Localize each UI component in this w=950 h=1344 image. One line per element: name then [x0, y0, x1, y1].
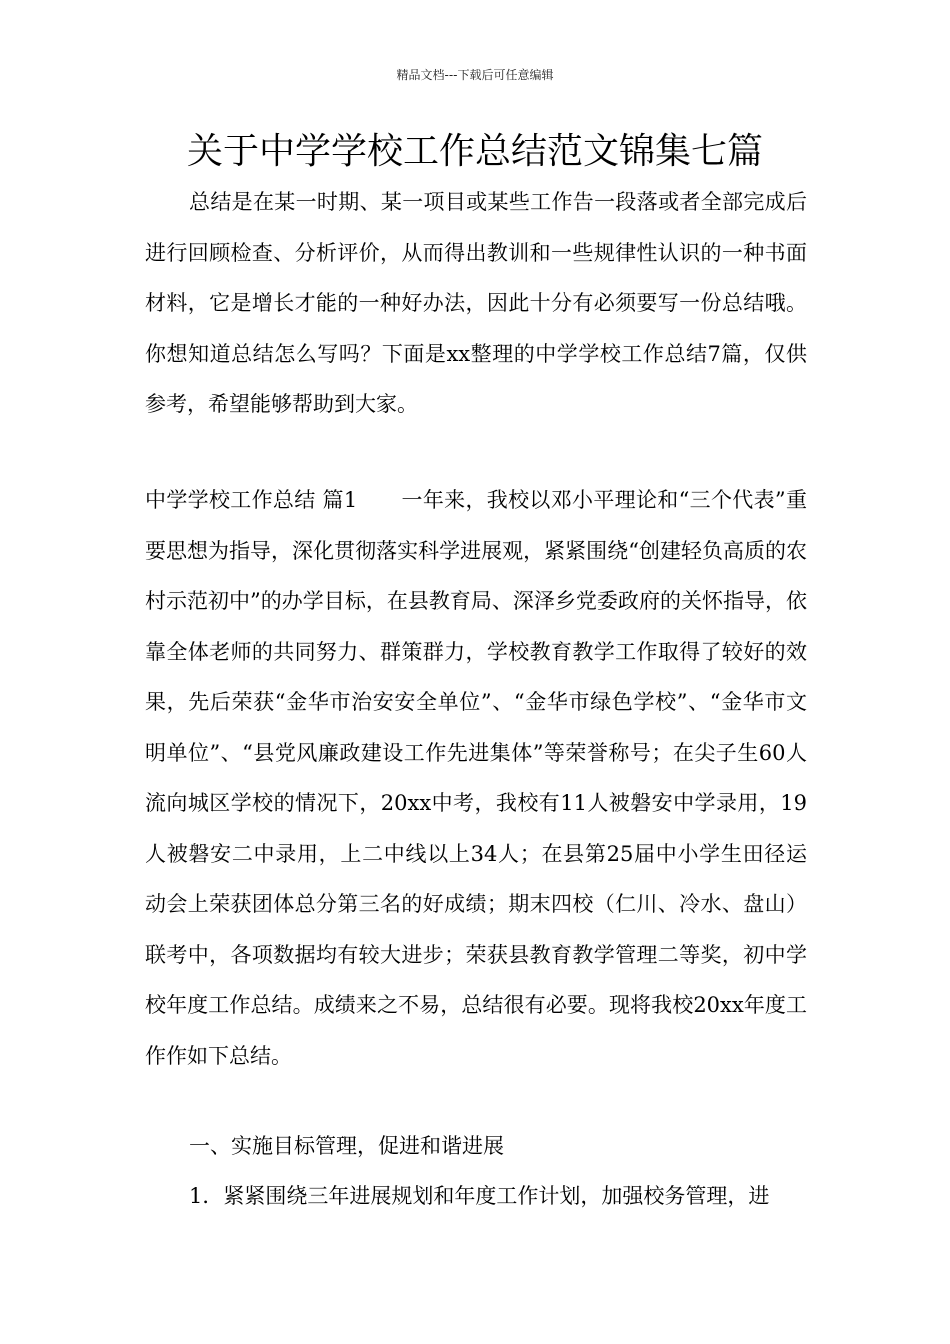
section-1-label: 中学学校工作总结 篇1 — [145, 488, 358, 512]
list-item-1: 1．紧紧围绕三年进展规划和年度工作计划，加强校务管理，进 — [189, 1184, 770, 1208]
header-note: 精品文档---下载后可任意编辑 — [396, 68, 554, 82]
section-heading-1: 一、实施目标管理，促进和谐进展 — [189, 1134, 504, 1158]
intro-paragraph: 总结是在某一时期、某一项目或某些工作告一段落或者全部完成后进行回顾检查、分析评价，从而得出教训和一些规律性认识的一种书面材料，它是增长才能的一种好办法，因此十分有必须要写一份总结哦。你想知道总结怎么写吗？下面是xx整理的中学学校工作总结7篇，仅供参考，希望能够帮助到大家。 — [145, 190, 807, 416]
section-1-body: 一年来，我校以邓小平理论和“三个代表”重要思想为指导，深化贯彻落实科学进展观，紧紧围绕“创建轻负高质的农村示范初中”的办学目标，在县教育局、深泽乡党委政府的关怀指导，依靠全体老师的共同努力、群策群力，学校教育教学工作取得了较好的效果，先后荣获“金华市治安安全单位”、“金华市绿色学校”、“金华市文明单位”、“县党风廉政建设工作先进集体”等荣誉称号；在尖子生60人流向城区学校的情况下，20xx中考，我校有11人被磐安中学录用，19人被磐安二中录用，上二中线以上34人；在县第25届中小学生田径运动会上荣获团体总分第三名的好成绩；期末四校（仁川、冷水、盘山）联考中，各项数据均有较大进步；荣获县教育教学管理二等奖，初中学校年度工作总结。成绩来之不易，总结很有必要。现将我校20xx年度工作作如下总结。 — [145, 488, 807, 1068]
section-1-paragraph — [145, 475, 807, 1081]
document-title: 关于中学学校工作总结范文锦集七篇 — [186, 131, 763, 172]
